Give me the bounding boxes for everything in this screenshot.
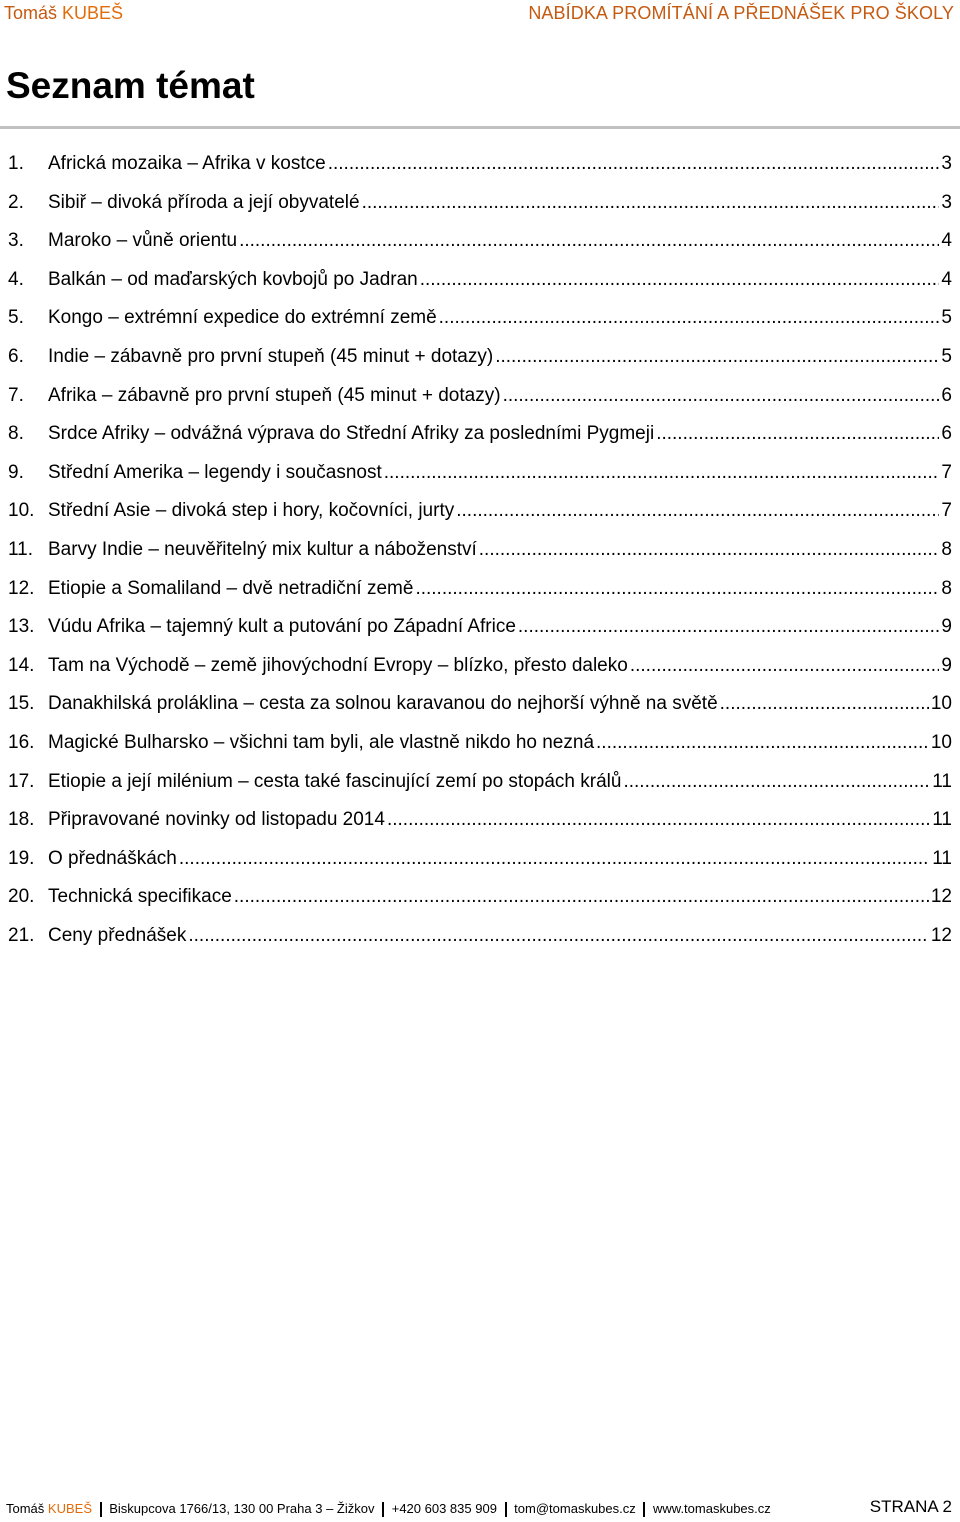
toc-dot-leader <box>387 801 930 840</box>
toc-dot-leader <box>630 647 940 686</box>
toc-entry-page[interactable]: 9 <box>941 616 952 638</box>
toc-entry[interactable] <box>0 801 960 840</box>
footer-separator <box>643 1502 645 1517</box>
toc-entry-page[interactable]: 11 <box>932 770 952 792</box>
toc-entry[interactable] <box>0 145 960 184</box>
footer-email-link[interactable]: tom@tomaskubes.cz <box>514 1501 636 1516</box>
footer-address: Biskupcova 1766/13, 130 00 Praha 3 – Žižkov <box>109 1501 375 1516</box>
footer-author-first: Tomáš <box>6 1501 45 1516</box>
toc-dot-leader <box>456 492 939 531</box>
toc-entry-title[interactable]: Africká mozaika – Afrika v kostce <box>48 153 326 174</box>
toc-entry-line <box>48 415 952 454</box>
toc-entry-title[interactable]: Danakhilská proláklina – cesta za solnou karavanou do nejhorší výhně na světě <box>48 693 718 715</box>
toc-entry-number: 18. <box>8 809 35 831</box>
toc-entry-title[interactable]: Ceny přednášek <box>48 924 187 946</box>
toc-entry-line <box>48 338 952 377</box>
toc-dot-leader <box>720 685 929 724</box>
toc-dot-leader <box>188 917 928 956</box>
toc-entry-line <box>48 608 952 647</box>
toc-dot-leader <box>439 299 940 338</box>
toc-entry-line <box>48 801 952 840</box>
footer-phone: +420 603 835 909 <box>391 1501 497 1516</box>
page-title: Seznam témat <box>6 65 255 106</box>
toc-entry-line <box>48 299 952 338</box>
toc-dot-leader <box>362 184 940 223</box>
toc-entry-line <box>48 531 952 570</box>
toc-entry[interactable] <box>0 531 960 570</box>
toc-entry-page[interactable]: 4 <box>941 230 952 252</box>
toc-entry-line <box>48 222 952 261</box>
toc-entry-page[interactable]: 7 <box>941 461 952 483</box>
toc-entry-title[interactable]: O přednáškách <box>48 847 177 869</box>
toc-entry-title[interactable]: Vúdu Afrika – tajemný kult a putování po Západní Africe <box>48 616 516 638</box>
toc-entry-page[interactable]: 12 <box>930 886 952 908</box>
toc-entry-line <box>48 184 952 223</box>
page-footer <box>0 1498 960 1520</box>
toc-entry-page[interactable]: 3 <box>941 153 952 174</box>
footer-separator <box>505 1502 507 1517</box>
toc-entry-title[interactable]: Sibiř – divoká příroda a její obyvatelé <box>48 191 360 213</box>
toc-entry-page[interactable]: 5 <box>941 307 952 329</box>
toc-entry-number: 11. <box>8 538 34 560</box>
toc-entry-page[interactable]: 8 <box>941 577 952 599</box>
toc-entry[interactable] <box>0 338 960 377</box>
toc-entry[interactable] <box>0 917 960 956</box>
toc-entry-number: 21. <box>8 924 35 946</box>
toc-entry[interactable] <box>0 261 960 300</box>
toc-entry-number: 16. <box>8 731 35 753</box>
toc-entry-line <box>48 878 952 917</box>
toc-dot-leader <box>384 454 940 493</box>
toc-entry-line <box>48 840 952 879</box>
footer-contact <box>6 1498 771 1520</box>
toc-entry-title[interactable]: Afrika – zábavně pro první stupeň (45 minut + dotazy) <box>48 384 501 406</box>
toc-entry-line <box>48 647 952 686</box>
toc-dot-leader <box>503 377 940 416</box>
toc-entry-number: 14. <box>8 654 35 676</box>
toc-entry-line <box>48 917 952 956</box>
toc-dot-leader <box>415 570 939 609</box>
toc-entry-number: 19. <box>8 847 35 869</box>
toc-entry-page[interactable]: 8 <box>941 538 952 560</box>
toc-entry-title[interactable]: Magické Bulharsko – všichni tam byli, ale vlastně nikdo ho nezná <box>48 731 595 753</box>
toc-entry[interactable] <box>0 724 960 763</box>
toc-entry-page[interactable]: 7 <box>941 500 952 522</box>
toc-entry[interactable] <box>0 685 960 724</box>
toc-dot-leader <box>623 763 930 802</box>
header-author-first: Tomáš <box>4 3 58 23</box>
toc-dot-leader <box>420 261 940 300</box>
toc-entry-title[interactable]: Připravované novinky od listopadu 2014 <box>48 809 385 831</box>
toc-entry-number: 3. <box>8 230 24 252</box>
toc-entry-title[interactable]: Střední Asie – divoká step i hory, kočovníci, jurty <box>48 500 455 522</box>
footer-website-link[interactable]: www.tomaskubes.cz <box>653 1501 771 1516</box>
toc-entry-page[interactable]: 12 <box>930 924 952 946</box>
toc-entry-line <box>48 570 952 609</box>
toc-entry[interactable] <box>0 184 960 223</box>
toc-entry-title[interactable]: Indie – zábavně pro první stupeň (45 minut + dotazy) <box>48 345 494 367</box>
toc-entry-page[interactable]: 11 <box>932 809 952 831</box>
toc-entry-page[interactable]: 6 <box>941 384 952 406</box>
page-header <box>0 0 960 26</box>
toc-entry-page[interactable]: 10 <box>930 693 952 715</box>
toc-entry-number: 4. <box>8 268 24 290</box>
toc-entry-page[interactable]: 11 <box>932 847 952 869</box>
toc-entry[interactable] <box>0 878 960 917</box>
toc-entry-line <box>48 145 952 184</box>
toc-entry-title[interactable]: Balkán – od maďarských kovbojů po Jadran <box>48 268 418 290</box>
toc-entry-title[interactable]: Barvy Indie – neuvěřitelný mix kultur a náboženství <box>48 538 477 560</box>
toc-entry-number: 2. <box>8 191 24 213</box>
toc-entry-line <box>48 724 952 763</box>
toc-entry-page[interactable]: 6 <box>941 423 952 445</box>
toc-entry-title[interactable]: Etiopie a Somaliland – dvě netradiční země <box>48 577 414 599</box>
toc-entry-title[interactable]: Tam na Východě – země jihovýchodní Evropy – blízko, přesto daleko <box>48 654 628 676</box>
toc-entry-title[interactable]: Technická specifikace <box>48 886 232 908</box>
toc-dot-leader <box>179 840 930 879</box>
header-author-last: KUBEŠ <box>62 3 124 23</box>
toc-entry-page[interactable]: 3 <box>941 191 952 213</box>
toc-dot-leader <box>495 338 939 377</box>
footer-page-label: STRANA 2 <box>869 1497 952 1516</box>
toc-dot-leader <box>656 415 939 454</box>
toc-entry-line <box>48 492 952 531</box>
header-document-label: NABÍDKA PROMÍTÁNÍ A PŘEDNÁŠEK PRO ŠKOLY <box>528 3 954 23</box>
toc-entry-number: 5. <box>8 307 24 329</box>
toc-entry[interactable] <box>0 454 960 493</box>
toc-entry-line <box>48 763 952 802</box>
toc-entry-number: 9. <box>8 461 24 483</box>
toc-entry-number: 8. <box>8 423 24 445</box>
toc-entry-line <box>48 454 952 493</box>
toc-dot-leader <box>479 531 940 570</box>
toc-entry-title[interactable]: Srdce Afriky – odvážná výprava do Střední Afriky za posledními Pygmeji <box>48 423 655 445</box>
toc-entry[interactable] <box>0 570 960 609</box>
footer-author-last: KUBEŠ <box>47 1501 92 1516</box>
toc-entry-page[interactable]: 5 <box>941 345 952 367</box>
toc-entry-title[interactable]: Střední Amerika – legendy i současnost <box>48 461 382 483</box>
toc-entry-number: 1. <box>8 153 24 174</box>
toc-entry-title[interactable]: Etiopie a její milénium – cesta také fascinující zemí po stopách králů <box>48 770 622 792</box>
toc-entry[interactable] <box>0 299 960 338</box>
toc-entry-title[interactable]: Maroko – vůně orientu <box>48 230 238 252</box>
toc-dot-leader <box>518 608 940 647</box>
footer-separator <box>100 1502 102 1517</box>
toc-entry-line <box>48 685 952 724</box>
toc-entry-page[interactable]: 9 <box>941 654 952 676</box>
toc-entry-page[interactable]: 4 <box>941 268 952 290</box>
toc-dot-leader <box>328 145 940 184</box>
toc-entry[interactable] <box>0 415 960 454</box>
toc-entry[interactable] <box>0 377 960 416</box>
toc-entry-number: 20. <box>8 886 35 908</box>
toc-entry[interactable] <box>0 222 960 261</box>
toc-entry-number: 10. <box>8 500 35 522</box>
title-section <box>0 62 960 129</box>
toc-entry[interactable] <box>0 608 960 647</box>
toc-entry[interactable] <box>0 492 960 531</box>
toc-entry-number: 17. <box>8 770 35 792</box>
header-author <box>4 0 123 26</box>
toc-entry-number: 15. <box>8 693 35 715</box>
toc-entry-line <box>48 377 952 416</box>
toc-entry-number: 6. <box>8 345 24 367</box>
toc-entry[interactable] <box>0 763 960 802</box>
toc-entry[interactable] <box>0 647 960 686</box>
toc-dot-leader <box>239 222 939 261</box>
table-of-contents <box>0 145 960 955</box>
toc-entry-number: 12. <box>8 577 35 599</box>
toc-entry-number: 7. <box>8 384 24 406</box>
footer-separator <box>382 1502 384 1517</box>
toc-entry[interactable] <box>0 840 960 879</box>
toc-entry-number: 13. <box>8 616 35 638</box>
toc-entry-title[interactable]: Kongo – extrémní expedice do extrémní země <box>48 307 437 329</box>
toc-dot-leader <box>234 878 929 917</box>
toc-entry-page[interactable]: 10 <box>930 731 952 753</box>
toc-entry-line <box>48 261 952 300</box>
toc-dot-leader <box>596 724 929 763</box>
